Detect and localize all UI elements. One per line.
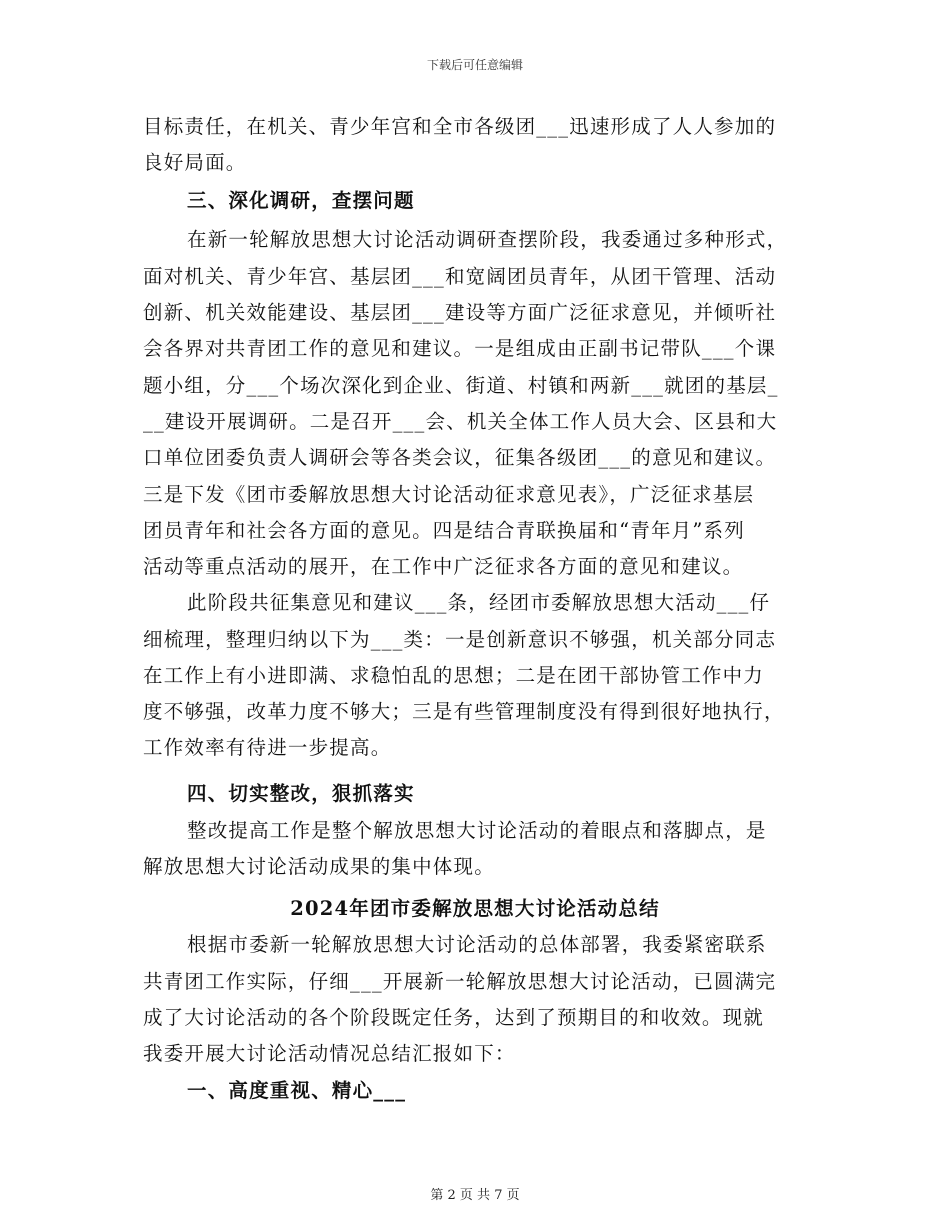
- section-heading: 四、切实整改，狠抓落实: [187, 782, 415, 805]
- body-text-line: 成了大讨论活动的各个阶段既定任务，达到了预期目的和收效。现就: [143, 1006, 765, 1029]
- body-text-line: 团员青年和社会各方面的意见。四是结合青联换届和“青年月”系列: [143, 519, 745, 542]
- body-text-line: 创新、机关效能建设、基层团___建设等方面广泛征求意见，并倾听社: [143, 301, 777, 324]
- body-text-line: 细梳理，整理归纳以下为___类：一是创新意识不够强，机关部分同志: [143, 628, 777, 651]
- section-heading: 一、高度重视、精心___: [187, 1079, 407, 1102]
- body-text-line: 良好局面。: [143, 151, 247, 174]
- body-text-line: 活动等重点活动的展开，在工作中广泛征求各方面的意见和建议。: [143, 555, 744, 578]
- body-text-line: 口单位团委负责人调研会等各类会议，征集各级团___的意见和建议。: [143, 446, 777, 469]
- body-text-line: 度不够强，改革力度不够大；三是有些管理制度没有得到很好地执行，: [143, 700, 785, 723]
- page-header: 下载后可任意编辑: [426, 58, 523, 72]
- body-text-line: 此阶段共征集意见和建议___条，经团市委解放思想大活动___仔: [187, 591, 771, 614]
- body-text-line: __建设开展调研。二是召开___会、机关全体工作人员大会、区县和大: [143, 410, 778, 433]
- body-text-line: 目标责任，在机关、青少年宫和全市各级团___迅速形成了人人参加的: [143, 115, 777, 138]
- body-text-line: 三是下发《团市委解放思想大讨论活动征求意见表》，广泛征求基层: [143, 483, 755, 506]
- section-heading: 三、深化调研，查摆问题: [187, 189, 415, 212]
- body-text-line: 题小组，分___个场次深化到企业、街道、村镇和两新___就团的基层_: [143, 374, 779, 397]
- body-text-line: 工作效率有待进一步提高。: [143, 736, 392, 759]
- page-footer: 第 2 页 共 7 页: [430, 1188, 520, 1203]
- body-text-line: 面对机关、青少年宫、基层团___和宽阔团员青年，从团干管理、活动: [143, 265, 777, 288]
- body-text-line: 在工作上有小进即满、求稳怕乱的思想；二是在团干部协管工作中力: [143, 664, 765, 687]
- body-text-line: 共青团工作实际，仔细___开展新一轮解放思想大讨论活动，已圆满完: [143, 970, 777, 993]
- document-title: 2024年团市委解放思想大讨论活动总结: [290, 897, 660, 920]
- body-text-line: 解放思想大讨论活动成果的集中体现。: [143, 855, 495, 878]
- body-text-line: 整改提高工作是整个解放思想大讨论活动的着眼点和落脚点，是: [187, 819, 767, 842]
- body-text-line: 根据市委新一轮解放思想大讨论活动的总体部署，我委紧密联系: [187, 933, 767, 956]
- body-text-line: 在新一轮解放思想大讨论活动调研查摆阶段，我委通过多种形式，: [187, 228, 788, 251]
- body-text-line: 我委开展大讨论活动情况总结汇报如下：: [143, 1042, 516, 1065]
- body-text-line: 会各界对共青团工作的意见和建议。一是组成由正副书记带队___个课: [143, 337, 777, 360]
